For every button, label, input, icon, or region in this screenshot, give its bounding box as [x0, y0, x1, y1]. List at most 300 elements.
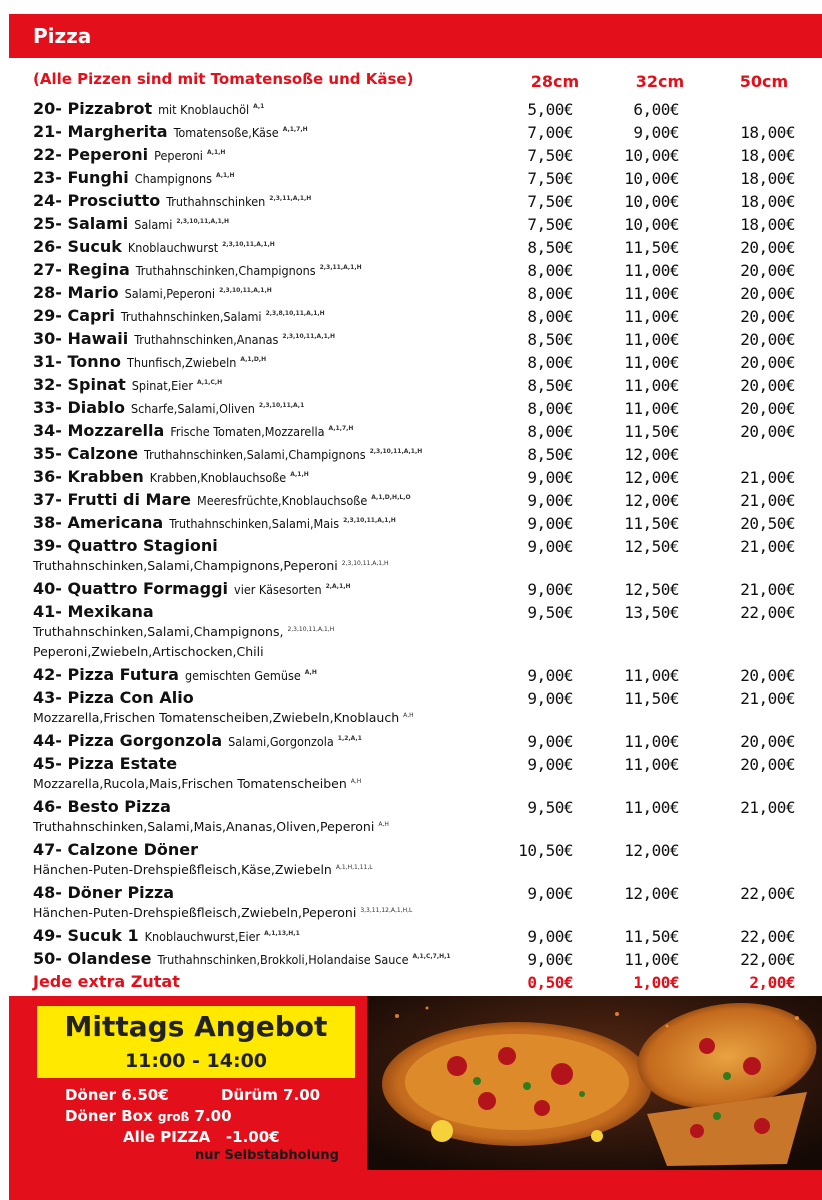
menu-item — [9, 466, 822, 489]
price-32: 11,00€ — [624, 755, 679, 774]
column-header-row — [9, 70, 822, 94]
menu-item-name: 48- Döner Pizza — [33, 883, 175, 902]
menu-item-name: 20- Pizzabrot — [33, 99, 153, 118]
menu-item-description: Meeresfrüchte,Knoblauchsoße — [196, 493, 368, 508]
price-50: 21,00€ — [740, 798, 795, 817]
menu-item-name: 25- Salami — [33, 214, 129, 233]
menu-item-title — [33, 602, 154, 621]
menu-note: (Alle Pizzen sind mit Tomatensoße und Käse) — [33, 70, 414, 88]
allergen-codes: A,1,7,H — [328, 424, 354, 432]
lunch-offer-box — [37, 1006, 355, 1078]
price-28: 7,50€ — [527, 192, 573, 211]
menu-item-line — [9, 601, 822, 624]
price-50: 22,00€ — [740, 927, 795, 946]
menu-item-line — [9, 328, 822, 351]
price-32: 11,50€ — [624, 927, 679, 946]
menu-item-title — [33, 99, 264, 118]
menu-item — [9, 730, 822, 753]
price-50: 21,00€ — [740, 537, 795, 556]
menu-item — [9, 236, 822, 259]
menu-item-name: 35- Calzone — [33, 444, 139, 463]
menu-item-name: 43- Pizza Con Alio — [33, 688, 194, 707]
menu-item-description-line — [9, 710, 822, 730]
allergen-codes: 2,3,8,10,11,A,1,H — [265, 309, 325, 317]
allergen-codes: 2,3,10,11,A,1,H — [222, 240, 275, 248]
menu-item-description: Mozzarella,Rucola,Mais,Frischen Tomatenscheiben — [33, 776, 347, 791]
price-28: 9,50€ — [527, 798, 573, 817]
menu-item — [9, 374, 822, 397]
allergen-codes: A,H — [378, 820, 389, 828]
lunch-offer-title: Mittags Angebot — [64, 1010, 328, 1043]
menu-item-description: Truthahnschinken,Brokkoli,Holandaise Sauce — [157, 952, 409, 967]
menu-item-title — [33, 191, 311, 210]
menu-item-name: 23- Funghi — [33, 168, 129, 187]
price-28: 9,00€ — [527, 689, 573, 708]
price-32: 11,00€ — [624, 666, 679, 685]
price-28: 8,00€ — [527, 284, 573, 303]
menu-item-description-line — [9, 862, 822, 882]
menu-item-description: Truthahnschinken,Champignons — [135, 263, 316, 278]
price-32: 13,50€ — [624, 603, 679, 622]
menu-item-description: Thunfisch,Zwiebeln — [127, 355, 237, 370]
menu-item-title — [33, 398, 304, 417]
allergen-codes: 3,3,11,12,A,1,H,L — [360, 906, 413, 914]
menu-item-description: Krabben,Knoblauchsoße — [149, 470, 287, 485]
menu-item-description: Salami — [134, 217, 173, 232]
menu-item — [9, 753, 822, 796]
menu-item — [9, 578, 822, 601]
menu-item-description: Hänchen-Puten-Drehspießfleisch,Käse,Zwiebeln — [33, 862, 332, 877]
menu-item-description-line — [9, 644, 822, 664]
extra-topping-line — [9, 971, 822, 994]
menu-item-description: Truthahnschinken,Salami,Mais — [169, 516, 340, 531]
price-32: 12,50€ — [624, 580, 679, 599]
menu-item — [9, 190, 822, 213]
price-28: 9,00€ — [527, 732, 573, 751]
menu-item-line — [9, 282, 822, 305]
menu-item-line — [9, 466, 822, 489]
menu-item-description: Truthahnschinken,Salami,Champignons — [144, 447, 366, 462]
menu-item-line — [9, 443, 822, 466]
menu-item-line — [9, 882, 822, 905]
menu-item-name: 47- Calzone Döner — [33, 840, 199, 859]
menu-item — [9, 328, 822, 351]
menu-item-line — [9, 753, 822, 776]
size-header-50: 50cm — [739, 72, 789, 91]
allergen-codes: 2,3,11,A,1,H — [269, 194, 312, 202]
menu-item-line — [9, 144, 822, 167]
menu-item-name: 41- Mexikana — [33, 602, 154, 621]
menu-item — [9, 535, 822, 578]
price-32: 11,00€ — [624, 353, 679, 372]
menu-item-name: 45- Pizza Estate — [33, 754, 178, 773]
menu-item-title — [33, 665, 317, 684]
section-title: Pizza — [33, 24, 92, 48]
price-32: 12,50€ — [624, 537, 679, 556]
price-50: 20,00€ — [740, 399, 795, 418]
price-28: 5,00€ — [527, 100, 573, 119]
price-50: 21,00€ — [740, 468, 795, 487]
menu-item-description: Scharfe,Salami,Oliven — [130, 401, 255, 416]
offer-all-pizza-discount: -1.00€ — [225, 1128, 280, 1146]
price-32: 10,00€ — [624, 169, 679, 188]
allergen-codes: A,H — [403, 711, 414, 719]
allergen-codes: 2,3,10,11,A,1,H — [282, 332, 336, 340]
offer-doener-box-size: groß — [157, 1110, 190, 1124]
menu-item-name: 31- Tonno — [33, 352, 122, 371]
price-50: 20,00€ — [740, 353, 795, 372]
price-32: 11,00€ — [624, 798, 679, 817]
price-28: 7,00€ — [527, 123, 573, 142]
price-50: 20,00€ — [740, 755, 795, 774]
price-28: 9,00€ — [527, 950, 573, 969]
price-32: 11,00€ — [624, 284, 679, 303]
price-28: 9,00€ — [527, 580, 573, 599]
extra-price-32: 1,00€ — [633, 973, 679, 992]
price-32: 11,50€ — [624, 514, 679, 533]
price-32: 9,00€ — [633, 123, 679, 142]
price-28: 8,50€ — [527, 238, 573, 257]
price-32: 12,00€ — [624, 445, 679, 464]
price-50: 21,00€ — [740, 491, 795, 510]
menu-item-title — [33, 926, 300, 945]
price-50: 22,00€ — [740, 603, 795, 622]
menu-item-title — [33, 883, 174, 902]
allergen-codes: A,H — [304, 668, 317, 676]
menu-item-line — [9, 305, 822, 328]
size-header-28: 28cm — [530, 72, 580, 91]
price-32: 11,50€ — [624, 689, 679, 708]
menu-item-title — [33, 731, 362, 750]
price-50: 18,00€ — [740, 169, 795, 188]
allergen-codes: 1,2,A,1 — [337, 734, 362, 742]
menu-item-title — [33, 214, 229, 233]
allergen-codes: A,1,13,H,1 — [264, 929, 300, 937]
price-32: 10,00€ — [624, 192, 679, 211]
menu-item — [9, 305, 822, 328]
menu-item-description: Truthahnschinken,Ananas — [134, 332, 279, 347]
menu-item-description-line — [9, 624, 822, 644]
price-32: 10,00€ — [624, 215, 679, 234]
menu-item-line — [9, 512, 822, 535]
menu-item — [9, 443, 822, 466]
menu-item — [9, 512, 822, 535]
menu-item-title — [33, 168, 234, 187]
menu-item-name: 49- Sucuk 1 — [33, 926, 139, 945]
menu-item — [9, 839, 822, 882]
allergen-codes: A,1,H — [215, 171, 235, 179]
menu-item-description-line — [9, 819, 822, 839]
price-50: 18,00€ — [740, 146, 795, 165]
menu-item-line — [9, 121, 822, 144]
menu-item-line — [9, 420, 822, 443]
price-32: 11,00€ — [624, 330, 679, 349]
menu-item-description-line — [9, 558, 822, 578]
menu-item-description: Truthahnschinken,Salami,Champignons, — [33, 624, 284, 639]
menu-item — [9, 167, 822, 190]
price-28: 7,50€ — [527, 215, 573, 234]
menu-item-name: 24- Prosciutto — [33, 191, 161, 210]
price-28: 9,50€ — [527, 603, 573, 622]
price-28: 9,00€ — [527, 927, 573, 946]
price-32: 12,00€ — [624, 841, 679, 860]
menu-item-title — [33, 260, 362, 279]
menu-item-description: Peperoni,Zwiebeln,Artischocken,Chili — [33, 644, 264, 659]
price-50: 22,00€ — [740, 950, 795, 969]
menu-item-name: 28- Mario — [33, 283, 119, 302]
menu-item-name: 30- Hawaii — [33, 329, 129, 348]
menu-item — [9, 925, 822, 948]
menu-item-line — [9, 730, 822, 753]
menu-item-title — [33, 797, 171, 816]
menu-item-description: Mozzarella,Frischen Tomatenscheiben,Zwiebeln,Knoblauch — [33, 710, 400, 725]
menu-item-title — [33, 688, 194, 707]
menu-items — [9, 98, 822, 994]
menu-item-description: Salami,Gorgonzola — [228, 734, 334, 749]
price-50: 20,00€ — [740, 238, 795, 257]
price-28: 9,00€ — [527, 755, 573, 774]
menu-item-title — [33, 444, 422, 463]
menu-item — [9, 882, 822, 925]
menu-item-line — [9, 535, 822, 558]
menu-item-title — [33, 122, 308, 141]
price-28: 8,00€ — [527, 399, 573, 418]
menu-item-description: mit Knoblauchöl — [158, 102, 250, 117]
price-28: 7,50€ — [527, 169, 573, 188]
menu-item-description-line — [9, 905, 822, 925]
menu-item-description: Truthahnschinken,Salami,Mais,Ananas,Oliven,Peperoni — [33, 819, 375, 834]
menu-item-title — [33, 352, 266, 371]
menu-item-description: Truthahnschinken — [166, 194, 266, 209]
menu-item — [9, 213, 822, 236]
allergen-codes: A,1,C,H — [196, 378, 223, 386]
price-32: 10,00€ — [624, 146, 679, 165]
allergen-codes: A,H — [350, 777, 362, 785]
menu-item — [9, 420, 822, 443]
price-50: 20,00€ — [740, 307, 795, 326]
menu-item-name: 26- Sucuk — [33, 237, 122, 256]
price-32: 11,50€ — [624, 422, 679, 441]
price-50: 21,00€ — [740, 689, 795, 708]
menu-item-description: vier Käsesorten — [234, 582, 322, 597]
menu-item-name: 33- Diablo — [33, 398, 125, 417]
menu-item-description: Knoblauchwurst,Eier — [144, 929, 261, 944]
price-28: 9,00€ — [527, 884, 573, 903]
menu-item-line — [9, 578, 822, 601]
menu-item-title — [33, 283, 272, 302]
allergen-codes: A,1,H — [206, 148, 226, 156]
price-50: 18,00€ — [740, 123, 795, 142]
menu-item-description: Champignons — [134, 171, 212, 186]
allergen-codes: 2,3,10,11,A,1,H — [287, 625, 335, 633]
allergen-codes: 2,3,10,11,A,1 — [258, 401, 305, 409]
section-header — [9, 14, 822, 58]
menu-item-description: Spinat,Eier — [131, 378, 193, 393]
menu-item-name: 42- Pizza Futura — [33, 665, 179, 684]
menu-item-name: 29- Capri — [33, 306, 115, 325]
menu-item-description: gemischten Gemüse — [184, 668, 301, 683]
extra-price-28: 0,50€ — [527, 973, 573, 992]
allergen-codes: 2,3,10,11,A,1,H — [341, 559, 389, 567]
menu-item — [9, 351, 822, 374]
price-28: 8,00€ — [527, 261, 573, 280]
extra-topping-row — [9, 971, 822, 994]
menu-item — [9, 664, 822, 687]
price-50: 20,00€ — [740, 376, 795, 395]
menu-item-title — [33, 536, 218, 555]
menu-item-name: 46- Besto Pizza — [33, 797, 171, 816]
menu-item — [9, 144, 822, 167]
allergen-codes: A,1,D,H — [240, 355, 267, 363]
menu-item-line — [9, 259, 822, 282]
menu-item — [9, 489, 822, 512]
price-50: 20,00€ — [740, 422, 795, 441]
lunch-offer-time: 11:00 - 14:00 — [124, 1050, 268, 1072]
menu-item — [9, 282, 822, 305]
price-50: 21,00€ — [740, 580, 795, 599]
menu-item — [9, 687, 822, 730]
price-32: 6,00€ — [633, 100, 679, 119]
menu-item-line — [9, 489, 822, 512]
allergen-codes: 2,A,1,H — [325, 582, 351, 590]
menu-item-description: Salami,Peperoni — [124, 286, 216, 301]
menu-item-line — [9, 213, 822, 236]
price-50: 20,00€ — [740, 330, 795, 349]
lunch-offer-panel — [9, 996, 822, 1170]
offer-doener-box-label: Döner Box — [65, 1107, 153, 1125]
price-50: 20,00€ — [740, 666, 795, 685]
menu-item-name: 32- Spinat — [33, 375, 126, 394]
allergen-codes: 2,3,10,11,A,1,H — [369, 447, 423, 455]
price-28: 10,50€ — [518, 841, 573, 860]
allergen-codes: 2,3,10,11,A,1,H — [176, 217, 230, 225]
offer-doener: Döner 6.50€ — [65, 1086, 169, 1104]
menu-item-description: Frische Tomaten,Mozzarella — [170, 424, 325, 439]
price-28: 8,00€ — [527, 307, 573, 326]
menu-item-description: Truthahnschinken,Salami,Champignons,Peperoni — [33, 558, 338, 573]
offer-duerum: Dürüm 7.00 — [221, 1086, 321, 1104]
menu-item-title — [33, 467, 309, 486]
menu-item — [9, 948, 822, 971]
allergen-codes: 2,3,11,A,1,H — [319, 263, 362, 271]
menu-item-description: Peperoni — [154, 148, 203, 163]
menu-item-line — [9, 98, 822, 121]
menu-item-title — [33, 145, 225, 164]
menu-item — [9, 98, 822, 121]
menu-list — [9, 58, 822, 992]
bottom-bar — [9, 1170, 822, 1200]
menu-item — [9, 121, 822, 144]
allergen-codes: A,1,D,H,L,O — [371, 493, 411, 501]
price-32: 11,00€ — [624, 307, 679, 326]
price-50: 22,00€ — [740, 884, 795, 903]
price-50: 18,00€ — [740, 215, 795, 234]
menu-item-name: 38- Americana — [33, 513, 164, 532]
price-28: 8,50€ — [527, 445, 573, 464]
price-50: 20,00€ — [740, 284, 795, 303]
menu-item-line — [9, 397, 822, 420]
menu-item-name: 39- Quattro Stagioni — [33, 536, 218, 555]
menu-item-name: 44- Pizza Gorgonzola — [33, 731, 223, 750]
menu-item-title — [33, 513, 396, 532]
menu-item-line — [9, 839, 822, 862]
price-32: 11,00€ — [624, 732, 679, 751]
menu-item-name: 50- Olandese — [33, 949, 152, 968]
allergen-codes: A,1,H,1,11,L — [335, 863, 373, 871]
menu-item-title — [33, 579, 351, 598]
extra-topping-label: Jede extra Zutat — [33, 972, 180, 991]
price-32: 12,00€ — [624, 491, 679, 510]
allergen-codes: A,1,C,7,H,1 — [412, 952, 451, 960]
menu-item — [9, 796, 822, 839]
menu-item-title — [33, 329, 335, 348]
menu-item-title — [33, 421, 353, 440]
extra-price-50: 2,00€ — [749, 973, 795, 992]
allergen-codes: A,1,H — [290, 470, 309, 478]
menu-item-name: 27- Regina — [33, 260, 130, 279]
allergen-codes: A,1,7,H — [282, 125, 308, 133]
price-32: 11,00€ — [624, 950, 679, 969]
menu-item-line — [9, 190, 822, 213]
price-28: 8,50€ — [527, 376, 573, 395]
menu-item-line — [9, 236, 822, 259]
menu-item-name: 21- Margherita — [33, 122, 168, 141]
menu-item-description: Knoblauchwurst — [127, 240, 219, 255]
price-28: 9,00€ — [527, 666, 573, 685]
menu-item-line — [9, 796, 822, 819]
menu-item-name: 36- Krabben — [33, 467, 144, 486]
menu-item-title — [33, 949, 451, 968]
pizza-photo — [367, 996, 822, 1170]
price-50: 20,00€ — [740, 732, 795, 751]
menu-item-title — [33, 754, 177, 773]
price-32: 11,00€ — [624, 376, 679, 395]
price-28: 8,00€ — [527, 422, 573, 441]
menu-item-line — [9, 925, 822, 948]
menu-item — [9, 259, 822, 282]
menu-item-description-line — [9, 776, 822, 796]
offer-all-pizza-label: Alle PIZZA — [123, 1128, 211, 1146]
price-50: 20,00€ — [740, 261, 795, 280]
price-50: 20,50€ — [740, 514, 795, 533]
size-header-32: 32cm — [635, 72, 685, 91]
menu-item — [9, 601, 822, 664]
price-32: 11,00€ — [624, 261, 679, 280]
price-32: 11,50€ — [624, 238, 679, 257]
allergen-codes: 2,3,10,11,A,1,H — [343, 516, 396, 524]
price-32: 11,00€ — [624, 399, 679, 418]
allergen-codes: 2,3,10,11,A,1,H — [219, 286, 272, 294]
menu-item-description: Hänchen-Puten-Drehspießfleisch,Zwiebeln,Peperoni — [33, 905, 357, 920]
menu-item — [9, 397, 822, 420]
menu-item-title — [33, 490, 411, 509]
menu-item-name: 40- Quattro Formaggi — [33, 579, 229, 598]
top-margin — [0, 0, 822, 14]
price-28: 8,50€ — [527, 330, 573, 349]
price-28: 8,00€ — [527, 353, 573, 372]
price-28: 7,50€ — [527, 146, 573, 165]
offer-doener-box — [65, 1107, 232, 1125]
pickup-only-note: nur Selbstabholung — [195, 1148, 339, 1163]
menu-item-line — [9, 664, 822, 687]
menu-item-description: Tomatensoße,Käse — [173, 125, 279, 140]
left-margin — [0, 0, 9, 1200]
price-32: 12,00€ — [624, 468, 679, 487]
menu-item-line — [9, 167, 822, 190]
offer-all-pizza — [123, 1128, 280, 1146]
price-28: 9,00€ — [527, 537, 573, 556]
menu-item-line — [9, 374, 822, 397]
